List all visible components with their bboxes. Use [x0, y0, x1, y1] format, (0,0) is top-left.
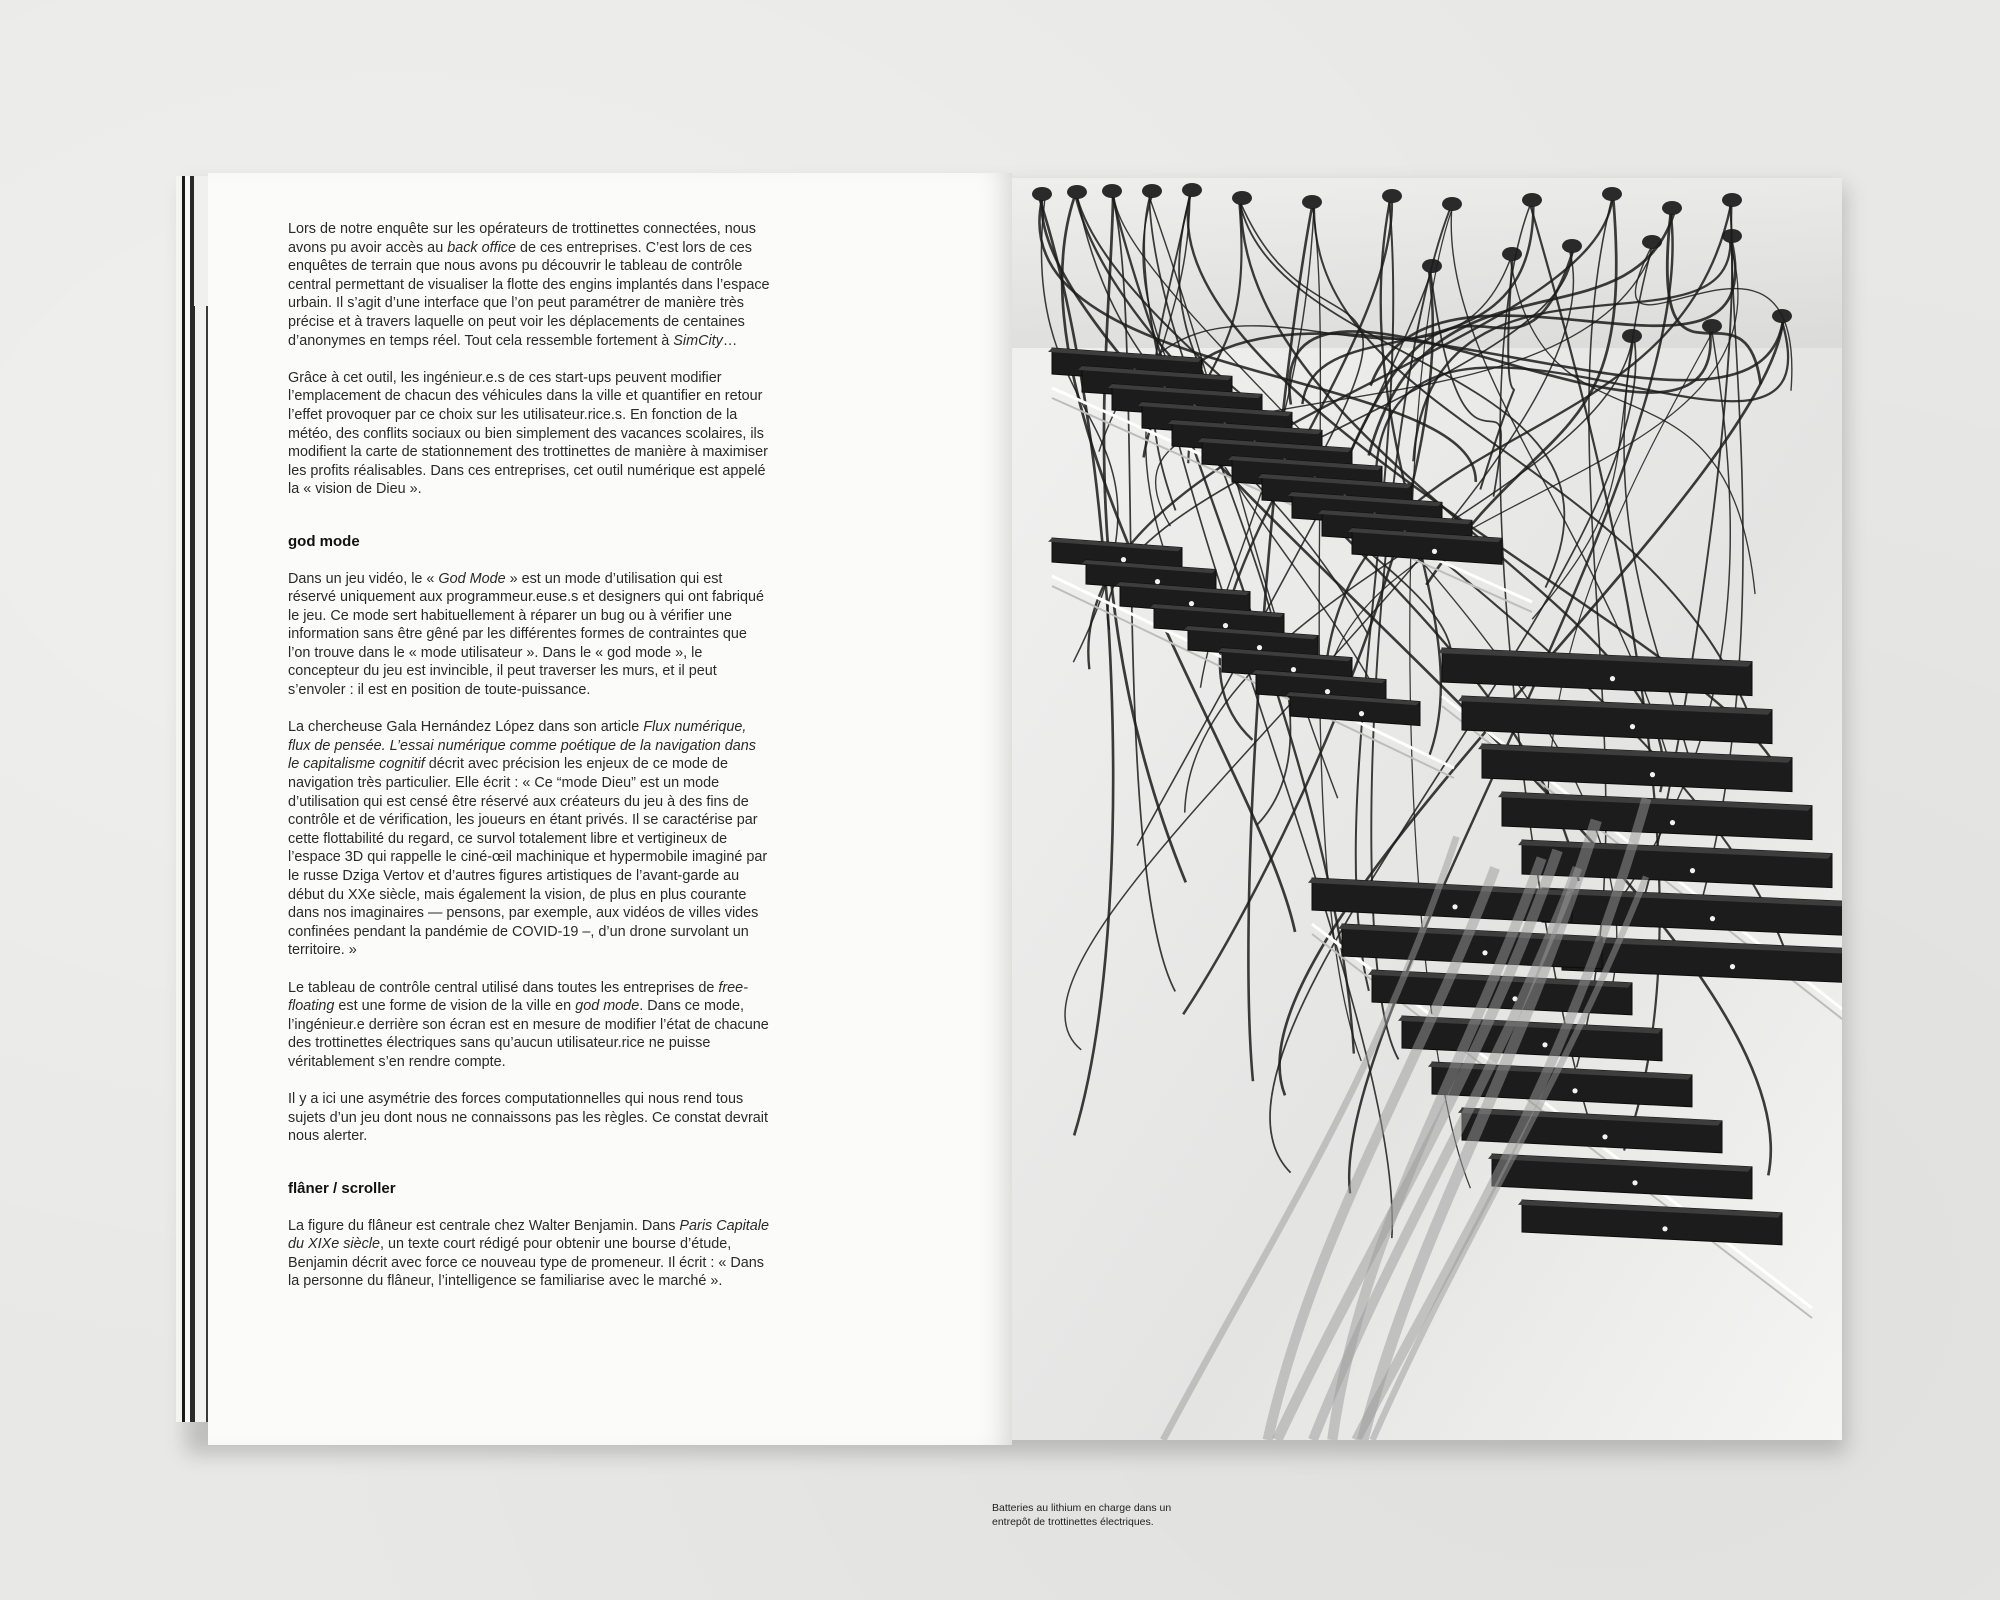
socket	[1032, 187, 1052, 201]
battery-led	[1155, 579, 1160, 584]
battery-led	[1257, 645, 1262, 650]
socket	[1702, 319, 1722, 333]
battery-led	[1482, 950, 1487, 955]
paragraph: Le tableau de contrôle central utilisé dans toutes les entreprises de free-floating est une forme de vision de la ville en god mode. Dans ce mode, l’ingénieur.e derrière son écran est en mesure de modifier l’état de chacune des trottinettes électriques sans qu’aucun utilisateur.rice ne puisse véritablement s’en rendre compte.	[288, 979, 769, 1070]
socket	[1182, 183, 1202, 197]
socket	[1232, 191, 1252, 205]
battery-led	[1452, 904, 1457, 909]
flaneur-section	[288, 1217, 771, 1291]
paragraph: Dans un jeu vidéo, le « God Mode » est un mode d’utilisation qui est réservé uniquement aux programmeur.euse.s et designers qui ont fabriqué le jeu. Ce mode sert habituellement à réparer un bug ou à vérifier une information sans être gêné par les différentes formes de contraintes que l’on trouve dans le « mode utilisateur ». Dans le « god mode », le concepteur du jeu est invincible, il peut traverser les murs, et il peut s’envoler : il est en position de toute-puissance.	[288, 570, 764, 699]
text-column	[288, 220, 771, 1309]
socket	[1142, 184, 1162, 198]
paragraph: Il y a ici une asymétrie des forces computationnelles qui nous rend tous sujets d’un jeu dont nous ne connaissons pas les règles. Ce constat devrait nous alerter.	[288, 1091, 768, 1145]
battery-led	[1432, 549, 1437, 554]
battery-led	[1572, 1088, 1577, 1093]
socket	[1522, 193, 1542, 207]
paragraph: Lors de notre enquête sur les opérateurs de trottinettes connectées, nous avons pu avoir accès au back office de ces entreprises. C’est lors de ces enquêtes de terrain que nous avons pu découvrir le tableau de contrôle central permettant de visualiser la flotte des engins implantés dans l’espace urbain. Il s’agit d’une interface que l’on peut paramétrer de manière très précise et à travers laquelle on peut voir les déplacements de centaines d’anonymes en temps réel. Tout cela ressemble fortement à SimCity…	[288, 221, 770, 349]
battery-led	[1291, 667, 1296, 672]
god-mode-section	[288, 570, 771, 1146]
socket	[1662, 201, 1682, 215]
battery-led	[1632, 1180, 1637, 1185]
paragraph: La chercheuse Gala Hernández López dans son article Flux numérique, flux de pensée. L’essai numérique comme poétique de la navigation dans le capitalisme cognitif décrit avec précision les enjeux de ce mode de navigation très particulier. Elle écrit : « Ce “mode Dieu” est un mode d’utilisation qui est censé être réservé aux créateurs du jeu à des fins de contrôle et de vérification, les joueurs en étant privés. Il se caractérise par cette flottabilité du regard, ce survol totalement libre et vertigineux de l’espace 3D qui rappelle le ciné-œil machinique et hypermobile imaginé par le russe Dziga Vertov et d’autres figures artistiques de l’avant-garde au début du XXe siècle, mais également la vision, de plus en plus courante dans nos imaginaires — pensons, par exemple, aux vidéos de villes vides confinées pendant la pandémie de COVID-19 –, d’un drone survolant un territoire. »	[288, 719, 768, 959]
battery-led	[1602, 1134, 1607, 1139]
intro-section	[288, 220, 771, 499]
battery-led	[1542, 1042, 1547, 1047]
socket	[1067, 185, 1087, 199]
right-page	[1012, 178, 1842, 1440]
battery-led	[1223, 623, 1228, 628]
socket	[1562, 239, 1582, 253]
socket	[1602, 187, 1622, 201]
socket	[1722, 193, 1742, 207]
battery-led	[1121, 557, 1126, 562]
battery-led	[1670, 820, 1675, 825]
paragraph: Grâce à cet outil, les ingénieur.e.s de ces start-ups peuvent modifier l’emplacement de chacun des véhicules dans la ville et quantifier en retour l’effet provoquer par ce choix sur les utilisateur.rice.s. En fonction de la météo, des conflits sociaux ou bien simplement des vacances scolaires, ils modifient la carte de stationnement des trottinettes de manière à maximiser les profits réalisables. Dans ces entreprises, cet outil numérique est appelé la « vision de Dieu ».	[288, 369, 768, 498]
battery-warehouse-photo	[1012, 178, 1842, 1440]
battery-led	[1730, 964, 1735, 969]
paragraph: La figure du flâneur est centrale chez Walter Benjamin. Dans Paris Capitale du XIXe siècle, un texte court rédigé pour obtenir une bourse d’étude, Benjamin décrit avec force ce nouveau type de promeneur. Il écrit : « Dans la personne du flâneur, l’intelligence se familiarise avec le marché ».	[288, 1217, 770, 1290]
socket	[1382, 189, 1402, 203]
battery-led	[1189, 601, 1194, 606]
battery-led	[1359, 711, 1364, 716]
battery-led	[1650, 772, 1655, 777]
battery-led	[1662, 1226, 1667, 1231]
left-page	[208, 173, 1172, 1528]
battery-led	[1710, 916, 1715, 921]
heading-god-mode: god mode	[288, 532, 360, 550]
battery-led	[1690, 868, 1695, 873]
photo-caption: Batteries au lithium en charge dans un entrepôt de trottinettes électriques.	[992, 1502, 1172, 1528]
socket	[1442, 197, 1462, 211]
socket	[1502, 247, 1522, 261]
socket	[1102, 184, 1122, 198]
battery-led	[1610, 676, 1615, 681]
heading-flaneur: flâner / scroller	[288, 1179, 396, 1197]
socket	[1302, 195, 1322, 209]
battery-led	[1630, 724, 1635, 729]
battery-led	[1325, 689, 1330, 694]
